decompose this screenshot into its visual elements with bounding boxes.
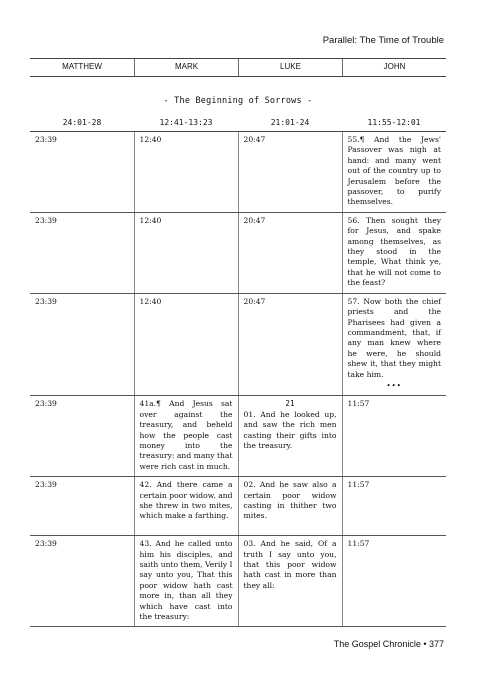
- range-mark: 12:41-13:23: [159, 118, 213, 127]
- luke-verse-text: 01. And he looked up, and saw the rich men casting their gifts into the treasury.: [243, 409, 337, 450]
- range-luke: 21:01-24: [270, 118, 310, 127]
- table-row: [30, 293, 446, 396]
- table-row: [30, 477, 446, 536]
- gospel-header-john: JOHN: [342, 59, 446, 76]
- luke-cell: 20:47: [238, 212, 342, 293]
- mark-cell: 12:40: [134, 212, 238, 293]
- table-row: [30, 396, 446, 477]
- john-cell: 11:57: [342, 396, 446, 477]
- range-matthew: 24:01-28: [62, 118, 102, 127]
- matthew-cell: 23:39: [30, 396, 134, 477]
- matthew-cell: 23:39: [30, 293, 134, 396]
- matthew-cell: 23:39: [30, 212, 134, 293]
- table-row: [30, 536, 446, 627]
- mark-cell: 12:40: [134, 132, 238, 213]
- mark-cell: 43. And he called unto him his disciples, and saith unto them, Verily I say unto you, That this poor widow hath cast more in, than all they which have cast into the treasury:: [134, 536, 238, 627]
- john-cell: 55.¶ And the Jews' Passover was nigh at hand: and many went out of the country up to Jerusalem before the passover, to purify themselves.: [342, 132, 446, 213]
- john-verse-text: 57. Now both the chief priests and the Pharisees had given a commandment, that, if any man knew where he were, he should shew it, that they might take him.: [347, 296, 441, 379]
- ellipsis-marker: •••: [386, 381, 402, 390]
- running-head: Parallel: The Time of Trouble: [322, 35, 444, 46]
- gospel-header-matthew: MATTHEW: [62, 62, 102, 71]
- john-cell: [342, 293, 446, 396]
- mark-cell: 41a.¶ And Jesus sat over against the treasury, and beheld how the people cast money into the treasury: and many that were rich cast in much.: [134, 396, 238, 477]
- gospel-header-luke: LUKE: [238, 59, 342, 76]
- luke-cell: 20:47: [238, 293, 342, 396]
- page-footer: The Gospel Chronicle • 377: [333, 639, 444, 649]
- gospel-header-row: [30, 58, 446, 77]
- table-row: [30, 212, 446, 293]
- parallel-table: [30, 131, 446, 627]
- matthew-cell: 23:39: [30, 536, 134, 627]
- luke-cell: 03. And he said, Of a truth I say unto you, that this poor widow hath cast in more than they all:: [238, 536, 342, 627]
- john-cell: 56. Then sought they for Jesus, and spake among themselves, as they stood in the temple, What think ye, that he will not come to the feast?: [342, 212, 446, 293]
- matthew-cell: 23:39: [30, 477, 134, 536]
- mark-cell: 42. And there came a certain poor widow, and she threw in two mites, which make a farthing.: [134, 477, 238, 536]
- chapter-range-row: [30, 118, 446, 127]
- section-title: - The Beginning of Sorrows -: [163, 96, 313, 106]
- luke-cell: [238, 396, 342, 477]
- range-john: 11:55-12:01: [367, 118, 421, 127]
- gospel-header-mark: MARK: [134, 59, 238, 76]
- john-cell: 11:57: [342, 477, 446, 536]
- luke-cell: 02. And he saw also a certain poor widow casting in thither two mites.: [238, 477, 342, 536]
- luke-chapter-heading: 21: [285, 399, 295, 409]
- luke-cell: 20:47: [238, 132, 342, 213]
- mark-cell: 12:40: [134, 293, 238, 396]
- table-row: [30, 132, 446, 213]
- matthew-cell: 23:39: [30, 132, 134, 213]
- john-cell: 11:57: [342, 536, 446, 627]
